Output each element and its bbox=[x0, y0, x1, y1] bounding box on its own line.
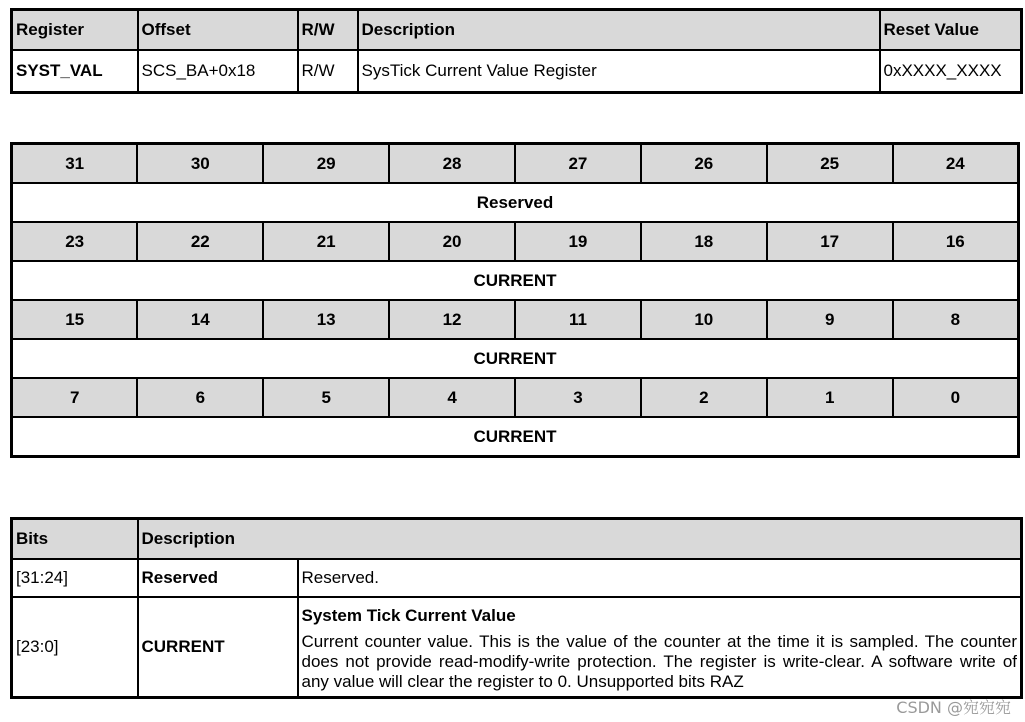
bit-field-row bbox=[12, 183, 1019, 222]
header-reset-value: Reset Value bbox=[880, 10, 1022, 51]
bit-number: 20 bbox=[389, 222, 515, 261]
bit-number: 2 bbox=[641, 378, 767, 417]
register-description: SysTick Current Value Register bbox=[358, 50, 880, 93]
field-description: Reserved. bbox=[298, 559, 1022, 597]
bit-field-row bbox=[12, 261, 1019, 300]
bits-range: [23:0] bbox=[12, 597, 138, 698]
register-offset: SCS_BA+0x18 bbox=[138, 50, 298, 93]
bit-field-row bbox=[12, 417, 1019, 457]
description-row bbox=[12, 559, 1022, 597]
bit-field-label: CURRENT bbox=[12, 417, 1019, 457]
bit-number: 22 bbox=[137, 222, 263, 261]
field-name: Reserved bbox=[138, 559, 298, 597]
header-rw: R/W bbox=[298, 10, 358, 51]
bit-number-row bbox=[12, 144, 1019, 184]
bit-number: 25 bbox=[767, 144, 893, 184]
bit-number: 31 bbox=[12, 144, 138, 184]
header-register: Register bbox=[12, 10, 138, 51]
bits-range: [31:24] bbox=[12, 559, 138, 597]
bit-number: 4 bbox=[389, 378, 515, 417]
bit-map-table bbox=[10, 142, 1020, 458]
watermark: CSDN @宛宛宛 bbox=[896, 698, 1011, 717]
bit-number: 7 bbox=[12, 378, 138, 417]
bit-number: 29 bbox=[263, 144, 389, 184]
bit-number: 5 bbox=[263, 378, 389, 417]
bit-number: 1 bbox=[767, 378, 893, 417]
bit-number: 14 bbox=[137, 300, 263, 339]
bit-number: 28 bbox=[389, 144, 515, 184]
bit-number: 16 bbox=[893, 222, 1019, 261]
field-description-text: Current counter value. This is the value of the counter at the time it is sampled. The counter does not provide read-modify-write protection. The register is write-clear. A software write of any value will clear the register to 0. Unsupported bits RAZ bbox=[301, 632, 1017, 691]
bit-field-label: Reserved bbox=[12, 183, 1019, 222]
bit-number: 6 bbox=[137, 378, 263, 417]
bit-field-label: CURRENT bbox=[12, 339, 1019, 378]
register-row bbox=[12, 50, 1022, 93]
bit-number-row bbox=[12, 300, 1019, 339]
bit-number: 18 bbox=[641, 222, 767, 261]
bit-number: 15 bbox=[12, 300, 138, 339]
bit-number: 11 bbox=[515, 300, 641, 339]
bit-field-row bbox=[12, 339, 1019, 378]
register-name: SYST_VAL bbox=[12, 50, 138, 93]
bit-number: 24 bbox=[893, 144, 1019, 184]
bit-number: 3 bbox=[515, 378, 641, 417]
bit-number: 21 bbox=[263, 222, 389, 261]
bit-field-label: CURRENT bbox=[12, 261, 1019, 300]
bit-number: 12 bbox=[389, 300, 515, 339]
bit-number: 27 bbox=[515, 144, 641, 184]
register-summary-table bbox=[10, 8, 1023, 94]
description-table-header bbox=[12, 519, 1022, 560]
bit-description-table bbox=[10, 517, 1023, 699]
field-description-title: System Tick Current Value bbox=[301, 606, 516, 625]
bit-number-row bbox=[12, 378, 1019, 417]
register-rw: R/W bbox=[298, 50, 358, 93]
field-description bbox=[298, 597, 1022, 698]
bit-number: 19 bbox=[515, 222, 641, 261]
header-description: Description bbox=[138, 519, 1022, 560]
bit-number: 17 bbox=[767, 222, 893, 261]
bit-number-row bbox=[12, 222, 1019, 261]
header-description: Description bbox=[358, 10, 880, 51]
bit-number: 23 bbox=[12, 222, 138, 261]
bit-number: 0 bbox=[893, 378, 1019, 417]
bit-number: 13 bbox=[263, 300, 389, 339]
register-table-header bbox=[12, 10, 1022, 51]
field-name: CURRENT bbox=[138, 597, 298, 698]
bit-number: 9 bbox=[767, 300, 893, 339]
bit-number: 26 bbox=[641, 144, 767, 184]
header-offset: Offset bbox=[138, 10, 298, 51]
bit-number: 10 bbox=[641, 300, 767, 339]
bit-number: 8 bbox=[893, 300, 1019, 339]
description-row bbox=[12, 597, 1022, 698]
register-reset-value: 0xXXXX_XXXX bbox=[880, 50, 1022, 93]
header-bits: Bits bbox=[12, 519, 138, 560]
bit-number: 30 bbox=[137, 144, 263, 184]
